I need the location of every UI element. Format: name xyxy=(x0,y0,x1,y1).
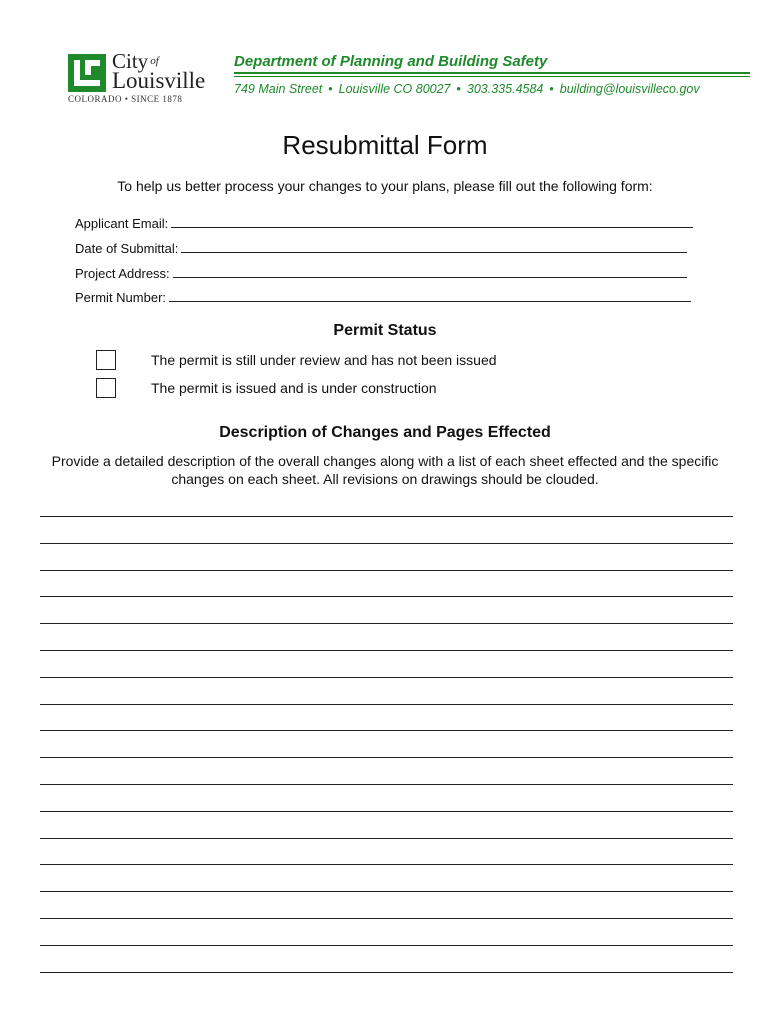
form-title: Resubmittal Form xyxy=(282,130,488,160)
description-line[interactable] xyxy=(40,570,733,571)
description-line[interactable] xyxy=(40,945,733,946)
logo-city-text: City $^{of}$ xyxy=(112,49,159,73)
description-line[interactable] xyxy=(40,972,733,973)
under-review-label: The permit is still under review and has not been issued xyxy=(151,352,497,368)
date-of-submittal-field[interactable]: Date of Submittal: xyxy=(75,240,687,256)
separator: • xyxy=(549,82,554,96)
description-line[interactable] xyxy=(40,516,733,517)
contact-info xyxy=(234,82,700,96)
header-rule xyxy=(234,72,750,74)
project-address-input-line[interactable] xyxy=(173,265,687,278)
applicant-email-input-line[interactable] xyxy=(171,215,693,228)
logo-name-text: Louisville xyxy=(112,68,206,93)
date-of-submittal-input-line[interactable] xyxy=(181,240,687,253)
description-instructions: Provide a detailed description of the overall changes along with a list of each sheet effected and the specific changes on each sheet. All revisions on drawings should be clouded. xyxy=(51,453,719,487)
description-line[interactable] xyxy=(40,918,733,919)
description-line[interactable] xyxy=(40,784,733,785)
description-line[interactable] xyxy=(40,677,733,678)
department-name: Department of Planning and Building Safety xyxy=(234,53,548,70)
description-line[interactable] xyxy=(40,811,733,812)
form-intro: To help us better process your changes to your plans, please fill out the following form: xyxy=(117,178,653,194)
separator: • xyxy=(328,82,333,96)
permit-number-field[interactable]: Permit Number: xyxy=(75,289,691,305)
city-logo-mark-icon xyxy=(68,54,106,92)
issued-label: The permit is issued and is under construction xyxy=(151,380,437,396)
issued-checkbox[interactable] xyxy=(96,378,116,398)
description-line[interactable] xyxy=(40,838,733,839)
city-state-zip: Louisville CO 80027 xyxy=(338,82,451,96)
description-line[interactable] xyxy=(40,730,733,731)
applicant-email-field[interactable]: Applicant Email: xyxy=(75,215,693,231)
description-heading: Description of Changes and Pages Effected xyxy=(219,424,551,441)
under-review-checkbox[interactable] xyxy=(96,350,116,370)
separator: • xyxy=(456,82,461,96)
description-line[interactable] xyxy=(40,704,733,705)
description-line[interactable] xyxy=(40,891,733,892)
street-address: 749 Main Street xyxy=(234,82,323,96)
description-line[interactable] xyxy=(40,650,733,651)
city-logo xyxy=(68,50,218,106)
phone-number: 303.335.4584 xyxy=(466,82,544,96)
description-line[interactable] xyxy=(40,623,733,624)
logo-tagline: COLORADO • SINCE 1878 xyxy=(68,94,183,104)
description-line[interactable] xyxy=(40,864,733,865)
description-line[interactable] xyxy=(40,596,733,597)
description-line[interactable] xyxy=(40,757,733,758)
letterhead xyxy=(0,0,770,110)
email-link[interactable]: building@louisvilleco.gov xyxy=(559,82,700,96)
header-rule-thin xyxy=(234,76,750,77)
project-address-field[interactable]: Project Address: xyxy=(75,265,687,281)
description-line[interactable] xyxy=(40,543,733,544)
permit-status-heading: Permit Status xyxy=(333,322,437,339)
permit-number-input-line[interactable] xyxy=(169,289,691,302)
